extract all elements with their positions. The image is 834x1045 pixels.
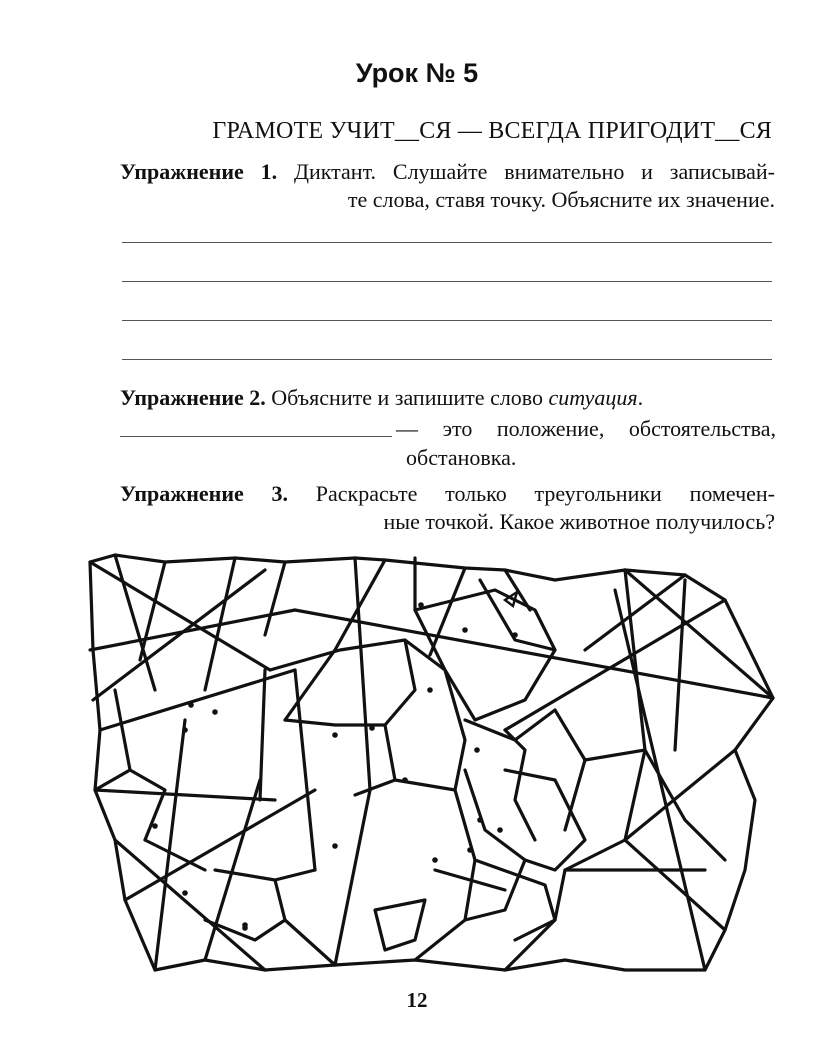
marker-dot [467,847,473,853]
writing-line-3[interactable] [122,320,772,321]
exercise-2-line1 [120,385,643,410]
marker-dot [512,632,518,638]
marker-dot [497,827,503,833]
marker-dot [152,823,158,829]
marker-dot [242,922,248,928]
marker-dot [402,777,408,783]
marker-dot [477,817,483,823]
exercise-1-line2: те слова, ставя точку. Объясните их значение. [347,187,775,212]
lesson-title: Урок № 5 [355,58,479,88]
exercise-1-label: Упражнение 1. [120,159,278,184]
marker-dot [332,843,338,849]
marker-dot [369,725,375,731]
writing-line-4[interactable] [122,359,772,360]
definition-line1: — это положение, обстоятельства, [396,416,776,441]
page-number: 12 [406,988,428,1012]
exercise-2-text: Объясните и запишите слово [271,385,544,410]
exercise-3-line2: ные точкой. Какое животное получилось? [383,509,775,534]
marker-dot [212,709,218,715]
exercise-3-label: Упражнение 3. [120,481,289,506]
exercise-3-line1 [120,480,775,508]
exercise-2 [120,384,775,412]
marker-dot [474,747,480,753]
exercise-1-line1 [120,158,775,186]
marker-dot [427,687,433,693]
marker-dot [188,702,194,708]
proverb: ГРАМОТЕ УЧИТ__СЯ — ВСЕГДА ПРИГОДИТ__СЯ [212,118,772,144]
definition-line2: обстановка. [406,445,517,470]
marker-dot [182,727,188,733]
marker-dot [332,732,338,738]
writing-line-2[interactable] [122,281,772,282]
exercise-2-word: ситуация [548,385,638,410]
answer-blank[interactable] [120,436,392,437]
exercise-3-text1: Раскрасьте только треугольники помечен- [315,481,775,506]
exercise-2-end: . [637,385,644,410]
exercise-2-label: Упражнение 2. [120,385,266,410]
marker-dot [418,602,424,608]
exercise-1-text1: Диктант. Слушайте внимательно и записывай- [293,159,776,184]
writing-line-1[interactable] [122,242,772,243]
exercise-1 [120,158,775,214]
marker-dot [432,857,438,863]
marker-dot [462,627,468,633]
triangle-coloring-puzzle[interactable] [85,540,775,980]
exercise-3 [120,480,775,536]
marker-dot [182,890,188,896]
definition [396,414,776,472]
